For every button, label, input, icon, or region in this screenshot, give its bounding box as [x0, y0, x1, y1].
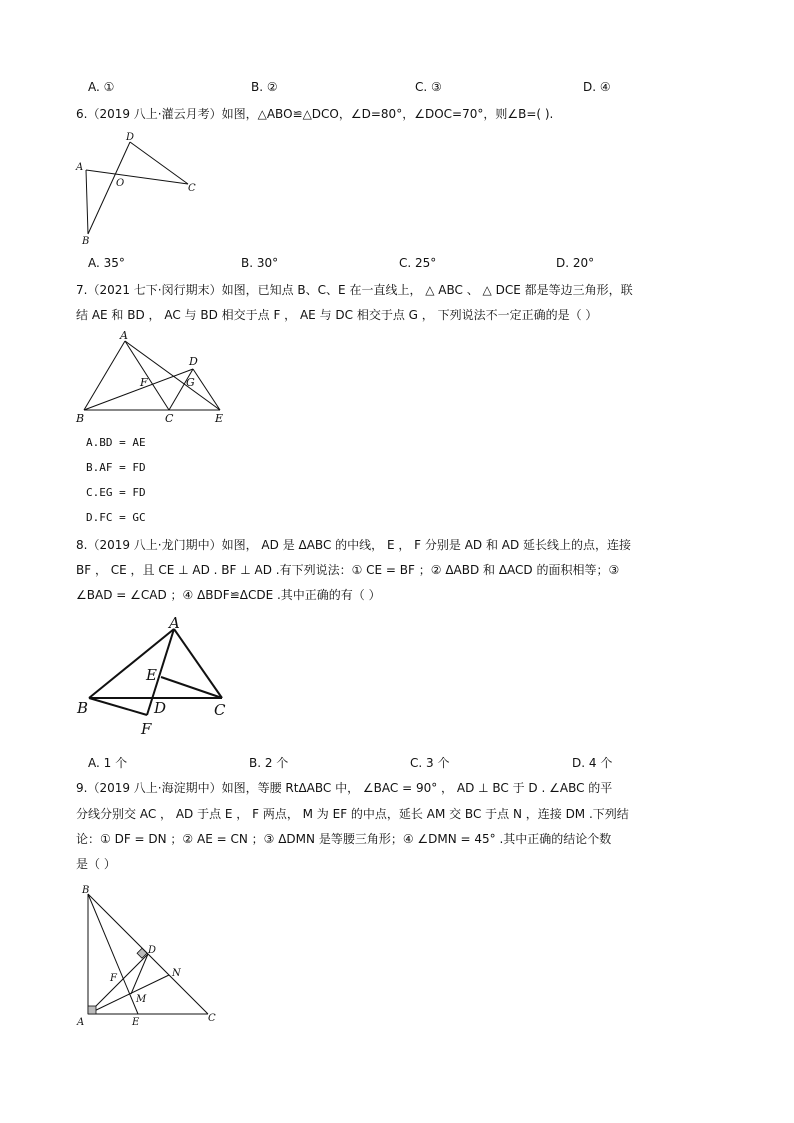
q6-label-a: A: [76, 162, 84, 173]
q9-label-b: B: [82, 885, 90, 896]
q6-stem: 6.（2019 八上·灌云月考）如图，△ABO≌△DCO，∠D=80°，∠DOC=70°，则∠B=( ).: [76, 107, 554, 121]
q8-option-b: B. 2 个: [249, 756, 289, 770]
q8-label-f: F: [141, 720, 152, 738]
q7-label-a: A: [120, 329, 128, 342]
q7-stem-line1: 7.（2021 七下·闵行期末）如图，已知点 B、C、E 在一直线上， △ ABC 、 △ DCE 都是等边三角形，联: [76, 283, 633, 297]
q9-label-f: F: [110, 973, 117, 984]
q7-option-a: A.BD = AE: [86, 436, 146, 449]
q9-stem-line3: 论：① DF = DN ；② AE = CN ；③ ΔDMN 是等腰三角形；④ ∠DMN = 45° .其中正确的结论个数: [76, 832, 612, 846]
q9-figure: [76, 884, 226, 1032]
q8-stem-line2: BF ， CE ，且 CE ⊥ AD . BF ⊥ AD .有下列说法：① CE = BF ；② ΔABD 和 ΔACD 的面积相等；③: [76, 563, 620, 577]
q6-label-d: D: [126, 132, 135, 143]
q9-label-a: A: [77, 1017, 85, 1028]
q8-label-b: B: [77, 699, 89, 717]
q7-figure: [76, 330, 232, 426]
q7-label-d: D: [189, 355, 198, 368]
q6-option-c: C. 25°: [399, 256, 437, 270]
q8-figure: [76, 612, 236, 738]
q7-option-b: B.AF = FD: [86, 461, 146, 474]
q8-option-c: C. 3 个: [410, 756, 450, 770]
q7-label-g: G: [186, 376, 195, 389]
q8-label-e: E: [146, 666, 157, 684]
q8-label-d: D: [154, 699, 167, 717]
q9-stem-line4: 是（ ）: [76, 857, 116, 871]
q7-option-c: C.EG = FD: [86, 486, 146, 499]
q6-option-a: A. 35°: [88, 256, 125, 270]
q6-line-ab: [86, 170, 88, 234]
q8-label-c: C: [214, 701, 226, 719]
q8-option-a: A. 1 个: [88, 756, 128, 770]
q6-option-d: D. 20°: [556, 256, 595, 270]
q7-option-d: D.FC = GC: [86, 511, 146, 524]
q9-label-e: E: [132, 1017, 140, 1028]
q9-label-n: N: [172, 968, 181, 979]
q8-option-d: D. 4 个: [572, 756, 613, 770]
q8-stem-line3: ∠BAD = ∠CAD ；④ ΔBDF≌ΔCDE .其中正确的有（ ）: [76, 588, 381, 602]
q6-figure: [76, 128, 206, 246]
q9-label-c: C: [208, 1013, 216, 1024]
q6-label-b: B: [82, 236, 90, 247]
q5-option-a: A. ①: [88, 80, 115, 94]
q7-label-f: F: [140, 376, 148, 389]
q5-option-c: C. ③: [415, 80, 442, 94]
q6-label-o: O: [116, 178, 125, 189]
q7-label-c: C: [165, 412, 174, 425]
q9-stem-line2: 分线分别交 AC ， AD 于点 E ， F 两点， M 为 EF 的中点，延长 AM 交 BC 于点 N ，连接 DM .下列结: [76, 807, 629, 821]
q8-label-a: A: [169, 614, 180, 632]
q6-line-ac: [86, 170, 188, 184]
q6-option-b: B. 30°: [241, 256, 279, 270]
q8-stem-line1: 8.（2019 八上·龙门期中）如图， AD 是 ΔABC 的中线， E ， F 分别是 AD 和 AD 延长线上的点，连接: [76, 538, 632, 552]
q7-stem-line2: 结 AE 和 BD ， AC 与 BD 相交于点 F ， AE 与 DC 相交于点 G ， 下列说法不一定正确的是（ ）: [76, 308, 598, 322]
q7-label-b: B: [76, 412, 85, 425]
q5-option-d: D. ④: [583, 80, 611, 94]
q9-stem-line1: 9.（2019 八上·海淀期中）如图，等腰 RtΔABC 中， ∠BAC = 90° ， AD ⊥ BC 于 D . ∠ABC 的平: [76, 781, 613, 795]
q6-label-c: C: [188, 183, 196, 194]
q9-label-d: D: [148, 945, 157, 956]
q7-label-e: E: [215, 412, 224, 425]
q5-option-b: B. ②: [251, 80, 278, 94]
q9-label-m: M: [136, 994, 147, 1005]
